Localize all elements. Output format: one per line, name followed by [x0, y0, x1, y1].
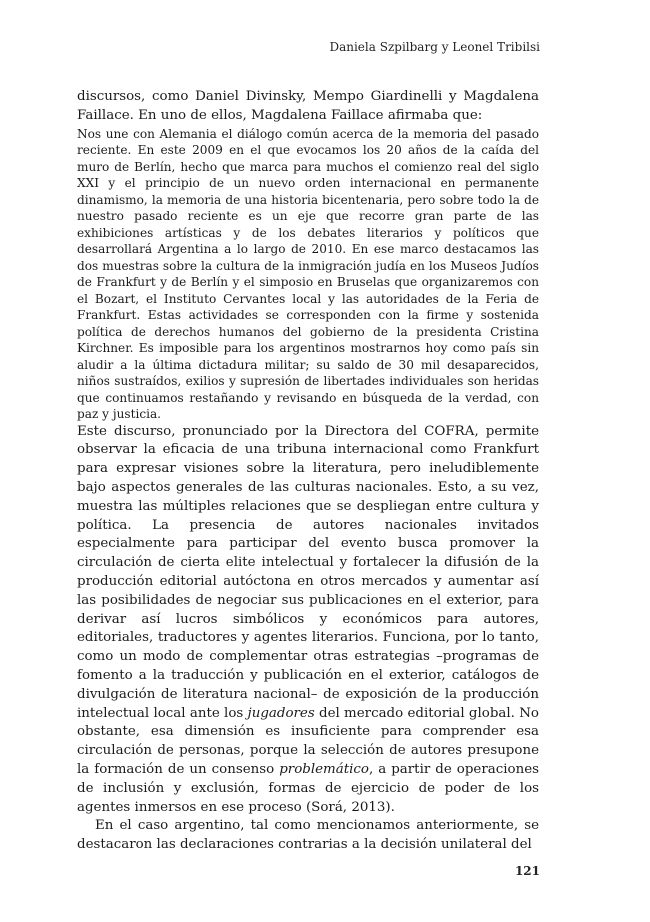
page-body	[77, 88, 539, 855]
emphasis-problematico: problemático	[279, 761, 369, 777]
text-run: , permite observar la eficacia de una tribuna internacional como Frankfurt para expresar visiones sobre la literatura, pero ineludiblemente bajo aspectos generales de las culturas nacionales. Esto, a su vez, muestra las múltiples relaciones que se despliegan entre cultura y política. La presencia de autores nacionales invitados especialmente para participar del evento busca promover la circulación de cierta elite intelectual y fortalecer la difusión de la producción editorial autóctona en otros mercados y aumentar así las posibilidades de negociar sus publicaciones en el exterior, para derivar así lucros simbólicos y económicos para autores, editoriales, traductores y agentes literarios. Funciona, por lo tanto, como un modo de complementar otras estrategias –programas de fomento a la traducción y publicación en el exterior, catálogos de divulgación de literatura nacional– de exposición de la producción intelectual local ante los	[77, 423, 539, 721]
emphasis-jugadores: jugadores	[247, 705, 315, 721]
paragraph-intro: discursos, como Daniel Divinsky, Mempo Giardinelli y Magdalena Faillace. En uno de ellos, Magdalena Faillace afirmaba que:	[77, 89, 539, 123]
text-run: del mercado editorial global. No obstante, esa dimensión es insuficiente para comprender esa circulación de personas, porque la selección de autores presupone la formación de un consenso	[77, 705, 539, 777]
running-head: Daniela Szpilbarg y Leonel Tribilsi	[329, 40, 540, 54]
paragraph-discourse	[77, 423, 539, 818]
block-quote: Nos une con Alemania el diálogo común acerca de la memoria del pasado reciente. En este 2009 en el que evocamos los 20 años de la caída del muro de Berlín, hecho que marca para muchos el comienzo real del siglo XXI y el principio de un nuevo orden internacional en permanente dinamismo, la memoria de una historia bicentenaria, pero sobre todo la de nuestro pasado reciente es un eje que recorre gran parte de las exhibiciones artísticas y de los debates literarios y políticos que desarrollará Argentina a lo largo de 2010. En ese marco destacamos las dos muestras sobre la cultura de la inmigración judía en los Museos Judíos de Frankfurt y de Berlín y el simposio en Bruselas que organizaremos con el Bozart, el Instituto Cervantes local y las autoridades de la Feria de Frankfurt. Estas actividades se corresponden con la firme y sostenida política de derechos humanos del gobierno de la presidenta Cristina Kirchner. Es imposible para los argentinos mostrarnos hoy como país sin aludir a la última dictadura militar; su saldo de 30 mil desaparecidos, niños sustraídos, exilios y supresión de libertades individuales son heridas que continuamos restañando y revisando en búsqueda de la verdad, con paz y justicia.	[77, 126, 539, 422]
paragraph-argentine-case: En el caso argentino, tal como mencionamos anteriormente, se destacaron las declaraciones contrarias a la decisión unilateral del	[77, 818, 539, 853]
text-run: , a partir de operaciones de inclusión y exclusión, formas de ejercicio de poder de los agentes inmersos en ese proceso (Sorá, 2013).	[77, 761, 539, 815]
page-number: 121	[514, 864, 540, 878]
acronym-cofra: COFRA	[424, 423, 475, 439]
text-run: Este discurso, pronunciado por la Directora del	[77, 423, 425, 439]
